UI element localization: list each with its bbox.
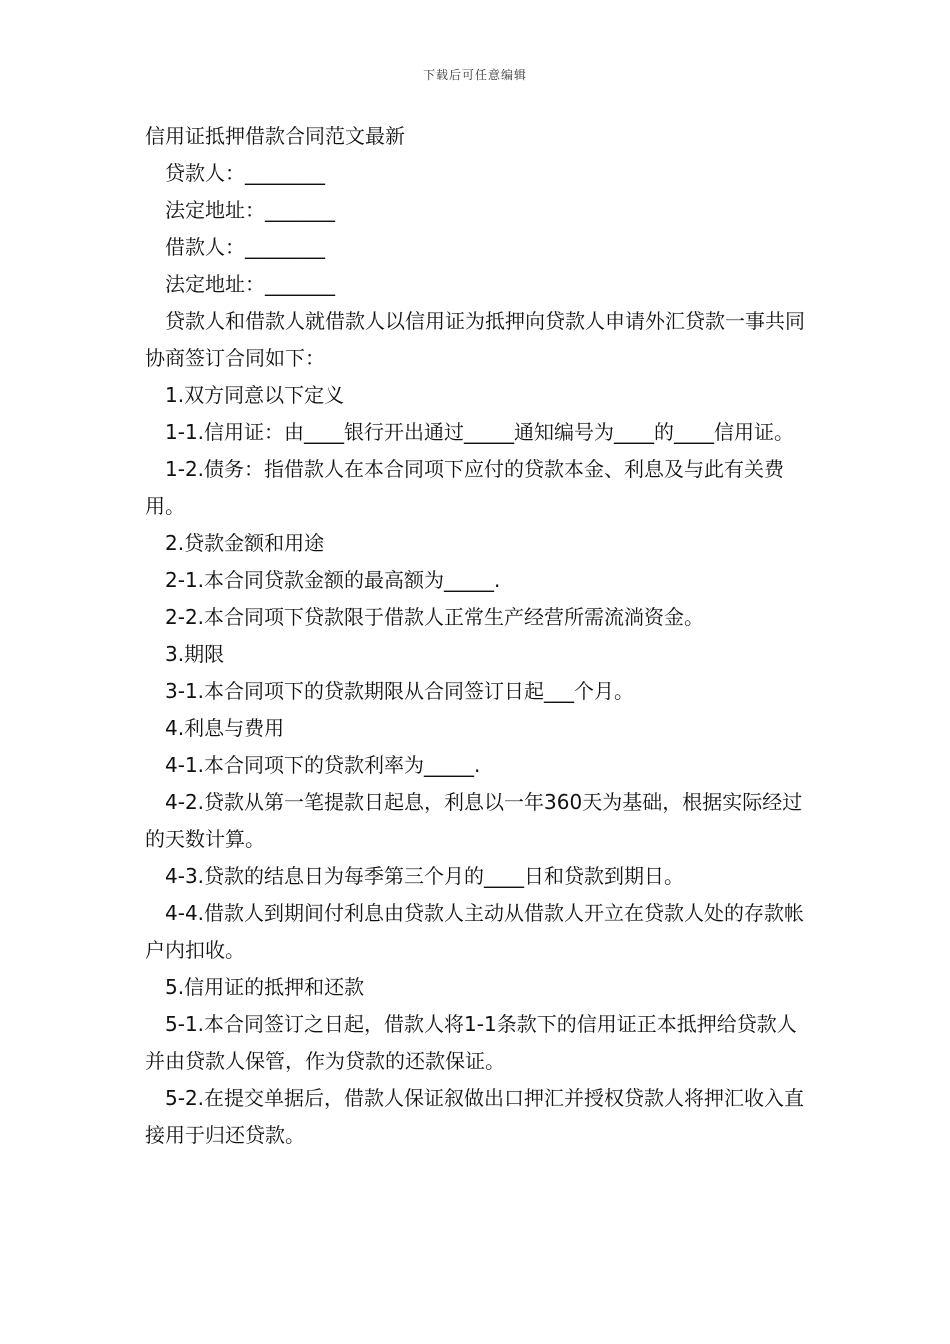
clause-paragraph: 1-2.债务：指借款人在本合同项下应付的贷款本金、利息及与此有关费用。 [145, 457, 785, 518]
borrower-address-field: 法定地址：_______ [165, 272, 335, 296]
section-heading: 2.贷款金额和用途 [165, 531, 325, 555]
document-title: 信用证抵押借款合同范文最新 [145, 124, 405, 148]
document-body [145, 118, 810, 1154]
page-header: 下载后可任意编辑 [422, 68, 527, 82]
clause-paragraph: 5-2.在提交单据后，借款人保证叙做出口押汇并授权贷款人将押汇收入直接用于归还贷款。 [145, 1086, 805, 1147]
lender-field: 贷款人：________ [165, 161, 325, 185]
section-heading: 5.信用证的抵押和还款 [165, 975, 365, 999]
lender-address-field: 法定地址：_______ [165, 198, 335, 222]
clause-paragraph: 4-1.本合同项下的贷款利率为_____. [165, 753, 481, 777]
clause-paragraph: 4-2.贷款从第一笔提款日起息，利息以一年360天为基础，根据实际经过的天数计算。 [145, 790, 803, 851]
section-heading: 1.双方同意以下定义 [165, 383, 345, 407]
preamble-paragraph: 贷款人和借款人就借款人以信用证为抵押向贷款人申请外汇贷款一事共同协商签订合同如下： [145, 309, 805, 370]
clause-paragraph: 5-1.本合同签订之日起，借款人将1-1条款下的信用证正本抵押给贷款人并由贷款人保管，作为贷款的还款保证。 [145, 1012, 797, 1073]
borrower-field: 借款人：________ [165, 235, 325, 259]
section-heading: 4.利息与费用 [165, 716, 285, 740]
clause-paragraph: 2-1.本合同贷款金额的最高额为_____. [165, 568, 501, 592]
clause-paragraph: 2-2.本合同项下贷款限于借款人正常生产经营所需流淌资金。 [165, 605, 705, 629]
clause-paragraph: 3-1.本合同项下的贷款期限从合同签订日起___个月。 [165, 679, 635, 703]
clause-paragraph: 4-4.借款人到期间付利息由贷款人主动从借款人开立在贷款人处的存款帐户内扣收。 [145, 901, 805, 962]
section-heading: 3.期限 [165, 642, 225, 666]
clause-paragraph: 1-1.信用证：由____银行开出通过_____通知编号为____的____信用证。 [165, 420, 795, 444]
clause-paragraph: 4-3.贷款的结息日为每季第三个月的____日和贷款到期日。 [165, 864, 685, 888]
